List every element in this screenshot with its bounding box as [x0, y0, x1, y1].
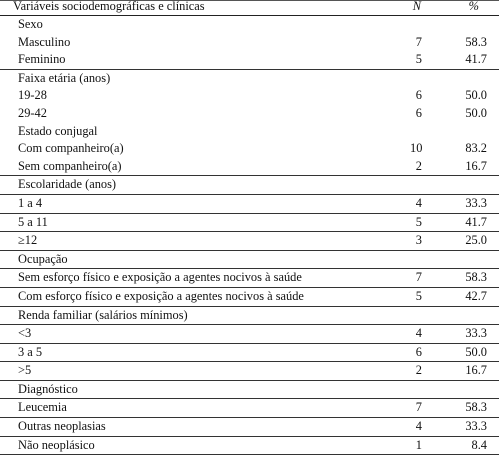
row-percent-value: 50.0: [465, 88, 487, 103]
row-label: Masculino: [18, 34, 71, 49]
row-label: Não neoplásico: [18, 437, 95, 452]
table-row: [0, 176, 499, 195]
row-percent-value: 33.3: [465, 326, 487, 341]
row-label: >5: [18, 363, 32, 378]
row-percent-value: 58.3: [465, 400, 487, 415]
row-percent-value: 25.0: [465, 233, 487, 248]
row-percent-value: 33.3: [465, 195, 487, 210]
row-n-value: 6: [415, 344, 422, 359]
table-row: [0, 362, 499, 381]
table-row: [0, 140, 499, 158]
row-n-value: 5: [415, 288, 422, 303]
row-percent-value: 58.3: [465, 34, 487, 49]
row-label: 1 a 4: [18, 195, 43, 210]
row-n-value: 3: [415, 233, 422, 248]
row-label: Escolaridade (anos): [18, 177, 117, 192]
table-header-row: [0, 0, 499, 16]
header-variables-label: Variáveis sociodemográficas e clínicas: [13, 0, 205, 13]
row-n-value: 10: [410, 141, 423, 156]
table-row: [0, 34, 499, 52]
row-percent-value: 16.7: [465, 158, 487, 173]
row-percent-value: 58.3: [465, 270, 487, 285]
row-label: 19-28: [18, 88, 47, 103]
table-row: [0, 325, 499, 344]
table-row: [0, 307, 499, 326]
table-row: [0, 105, 499, 123]
row-percent-value: 8.4: [471, 437, 487, 452]
row-n-value: 7: [415, 270, 422, 285]
row-label: Feminino: [18, 52, 66, 67]
row-n-value: 2: [415, 158, 422, 173]
row-label: Diagnóstico: [18, 381, 78, 396]
row-label: Outras neoplasias: [18, 419, 106, 434]
table-row: [0, 232, 499, 251]
row-percent-value: 83.2: [465, 141, 487, 156]
header-percent-label: %: [468, 0, 479, 13]
row-percent-value: 41.7: [465, 52, 487, 67]
table-row: [0, 87, 499, 105]
row-label: ≥12: [18, 233, 38, 248]
row-label: <3: [18, 326, 32, 341]
header-n-label: N: [412, 0, 421, 13]
table-row: [0, 51, 499, 70]
table-row: [0, 269, 499, 288]
table-row: [0, 195, 499, 214]
row-n-value: 7: [415, 34, 422, 49]
row-n-value: 7: [415, 400, 422, 415]
row-label: Com companheiro(a): [18, 141, 124, 156]
row-label: Estado conjugal: [18, 123, 98, 138]
row-n-value: 5: [415, 52, 422, 67]
table-row: [0, 344, 499, 363]
row-label: 29-42: [18, 105, 47, 120]
row-n-value: 1: [415, 437, 422, 452]
row-label: Renda familiar (salários mínimos): [18, 307, 188, 322]
table-row: [0, 288, 499, 307]
row-label: 5 a 11: [18, 214, 48, 229]
table-row: [0, 16, 499, 34]
row-n-value: 2: [415, 363, 422, 378]
row-label: Leucemia: [18, 400, 67, 415]
row-n-value: 4: [415, 195, 422, 210]
row-percent-value: 41.7: [465, 214, 487, 229]
row-label: Faixa etária (anos): [18, 70, 111, 85]
table-row: [0, 418, 499, 437]
row-n-value: 4: [415, 326, 422, 341]
table-row: [0, 251, 499, 270]
table-row: [0, 123, 499, 141]
row-percent-value: 42.7: [465, 288, 487, 303]
row-label: Sem esforço físico e exposição a agentes nocivos à saúde: [18, 270, 302, 285]
row-label: 3 a 5: [18, 344, 43, 359]
row-percent-value: 33.3: [465, 419, 487, 434]
row-percent-value: 50.0: [465, 105, 487, 120]
table-row: [0, 158, 499, 177]
row-n-value: 6: [415, 88, 422, 103]
table-row: [0, 399, 499, 418]
row-label: Ocupação: [18, 251, 68, 266]
row-label: Sem companheiro(a): [18, 158, 122, 173]
table-row: [0, 214, 499, 233]
row-n-value: 4: [415, 419, 422, 434]
row-percent-value: 50.0: [465, 344, 487, 359]
row-n-value: 6: [415, 105, 422, 120]
row-label: Com esforço físico e exposição a agentes nocivos à saúde: [18, 288, 304, 303]
row-n-value: 5: [415, 214, 422, 229]
table-row: [0, 70, 499, 88]
table-row: [0, 437, 499, 455]
row-label: Sexo: [18, 17, 43, 31]
table-body: [0, 16, 499, 455]
table-row: [0, 381, 499, 400]
row-percent-value: 16.7: [465, 363, 487, 378]
